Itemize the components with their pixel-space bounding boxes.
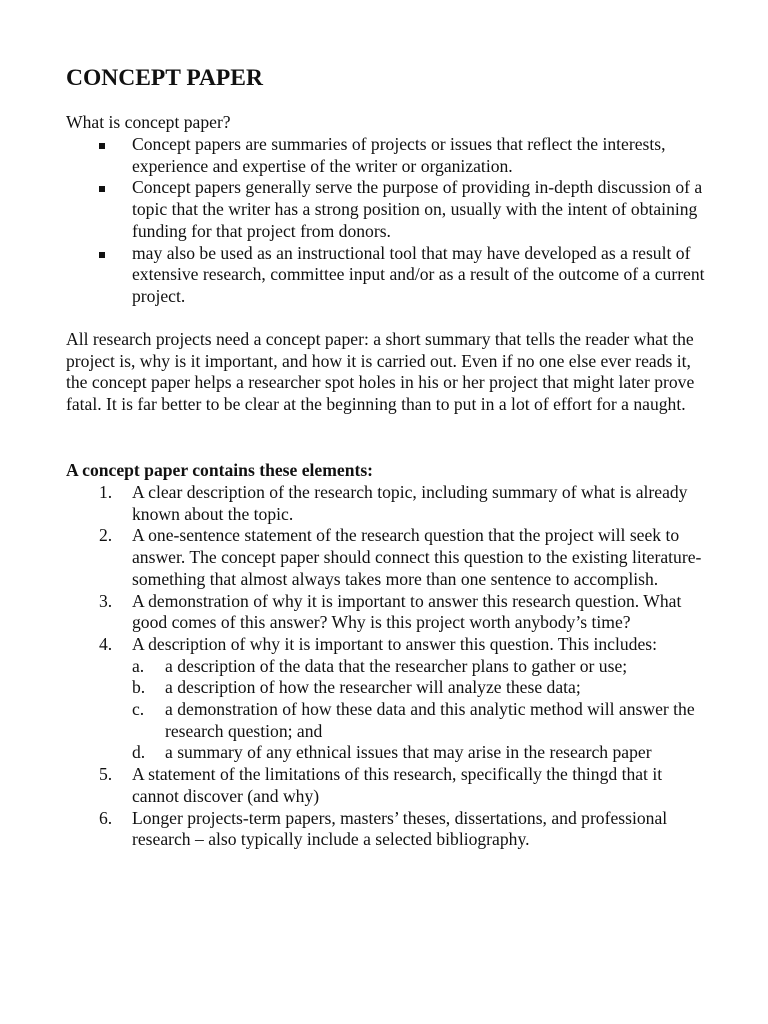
element-item: [0, 808, 712, 851]
bullet-list: [0, 134, 712, 308]
body-paragraph: All research projects need a concept paper: a short summary that tells the reader what the project is, why is it important, and how it is carried out. Even if no one else ever reads it, the concept paper helps a researcher spot holes in his or her project that might later prove fatal. It is far better to be clear at the beginning than to put in a lot of effort for a naught.: [66, 329, 695, 415]
bullet-item: [0, 177, 712, 242]
sub-item-letter: d.: [132, 742, 146, 763]
sub-item-text: a demonstration of how these data and this analytic method will answer the research question; and: [165, 699, 695, 741]
element-item: [0, 634, 712, 764]
sub-item: [132, 699, 705, 742]
intro-question: What is concept paper?: [66, 112, 231, 132]
square-bullet-icon: [99, 186, 105, 192]
element-item: [0, 764, 712, 807]
item-number: 2.: [99, 525, 113, 546]
element-item: [0, 482, 712, 525]
sub-item-text: a description of how the researcher will analyze these data;: [165, 677, 581, 698]
element-text: A description of why it is important to answer this question. This includes:: [132, 633, 657, 654]
square-bullet-icon: [99, 143, 105, 149]
element-text: Longer projects-term papers, masters’ theses, dissertations, and professional research – also typically include a selected bibliography.: [132, 807, 668, 850]
element-text: A statement of the limitations of this research, specifically the thingd that it cannot discover (and why): [132, 764, 663, 806]
sub-item-letter: b.: [132, 677, 146, 698]
sub-item: [132, 742, 705, 764]
element-text: A one-sentence statement of the research question that the project will seek to answer. The concept paper should connect this question to the existing literature-something that almost always takes more than one sentence to accomplish.: [132, 525, 702, 589]
bullet-text: Concept papers generally serve the purpose of providing in-depth discussion of a topic that the writer has a strong position on, usually with the intent of obtaining funding for that project from donors.: [132, 177, 703, 241]
elements-heading: A concept paper contains these elements:: [66, 460, 374, 480]
sub-item-text: a description of the data that the researcher plans to gather or use;: [165, 655, 628, 676]
page-title: CONCEPT PAPER: [66, 65, 263, 91]
item-number: 4.: [99, 633, 113, 654]
bullet-item: [0, 134, 712, 177]
sub-list: [132, 656, 712, 765]
item-number: 1.: [99, 482, 113, 502]
sub-item-text: a summary of any ethnical issues that may arise in the research paper: [165, 742, 652, 763]
item-number: 5.: [99, 764, 113, 785]
item-number: 6.: [99, 807, 113, 828]
item-number: 3.: [99, 590, 113, 611]
sub-item: [132, 677, 705, 699]
element-text: A demonstration of why it is important to answer this research question. What good comes of this answer? Why is this project worth anybody’s time?: [132, 590, 682, 633]
sub-item-letter: a.: [132, 655, 145, 676]
square-bullet-icon: [99, 252, 105, 258]
bullet-text: Concept papers are summaries of projects or issues that reflect the interests, experience and expertise of the writer or organization.: [132, 134, 666, 176]
element-text: A clear description of the research topic, including summary of what is already known about the topic.: [132, 482, 688, 524]
bullet-text: may also be used as an instructional tool that may have developed as a result of extensive research, committee input and/or as a result of the outcome of a current project.: [132, 242, 705, 306]
sub-item: [132, 656, 705, 678]
element-item: [0, 591, 712, 634]
element-item: [0, 525, 712, 590]
elements-list: [0, 482, 712, 851]
sub-item-letter: c.: [132, 699, 145, 720]
bullet-item: [0, 243, 712, 308]
